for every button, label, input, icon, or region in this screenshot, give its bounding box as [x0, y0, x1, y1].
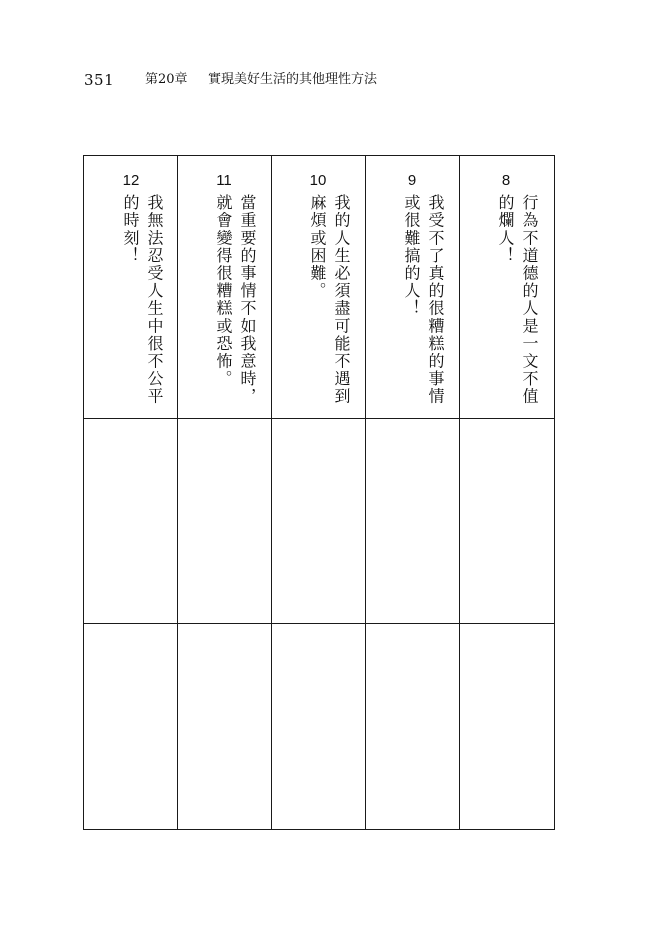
page-number: 351	[84, 71, 115, 89]
answer-cell[interactable]	[271, 418, 365, 623]
chapter-title: 實現美好生活的其他理性方法	[208, 72, 378, 87]
statement-text: 行為不道德的人是一文不值的爛人！	[496, 194, 539, 406]
statement-cell-10	[271, 156, 365, 418]
statement-text: 我的人生必須盡可能不遇到麻煩或困難。	[308, 194, 351, 406]
statement-cell-12	[84, 156, 178, 418]
answer-cell[interactable]	[84, 623, 178, 828]
statement-cell-9	[365, 156, 459, 418]
statement-number: 12	[122, 172, 140, 189]
chapter-label: 第20章	[145, 72, 188, 87]
statement-number: 11	[216, 172, 232, 189]
statement-text: 我受不了真的很糟糕的事情或很難搞的人！	[402, 194, 445, 406]
page-header	[84, 69, 623, 91]
answer-cell[interactable]	[365, 623, 459, 828]
statement-cell-8	[459, 156, 553, 418]
statement-text: 當重要的事情不如我意時，就會變得很糟糕或恐怖。	[214, 194, 257, 406]
answer-cell[interactable]	[84, 418, 178, 623]
statement-number: 9	[407, 172, 417, 189]
answer-cell[interactable]	[459, 418, 553, 623]
statement-cell-11	[177, 156, 271, 418]
answer-cell[interactable]	[365, 418, 459, 623]
answer-cell[interactable]	[177, 418, 271, 623]
answer-cell[interactable]	[459, 623, 553, 828]
answer-cell[interactable]	[271, 623, 365, 828]
statement-number: 8	[501, 172, 511, 189]
statement-number: 10	[309, 172, 327, 189]
statement-text: 我無法忍受人生中很不公平的時刻！	[121, 194, 164, 406]
answer-cell[interactable]	[177, 623, 271, 828]
worksheet-table	[83, 155, 555, 830]
